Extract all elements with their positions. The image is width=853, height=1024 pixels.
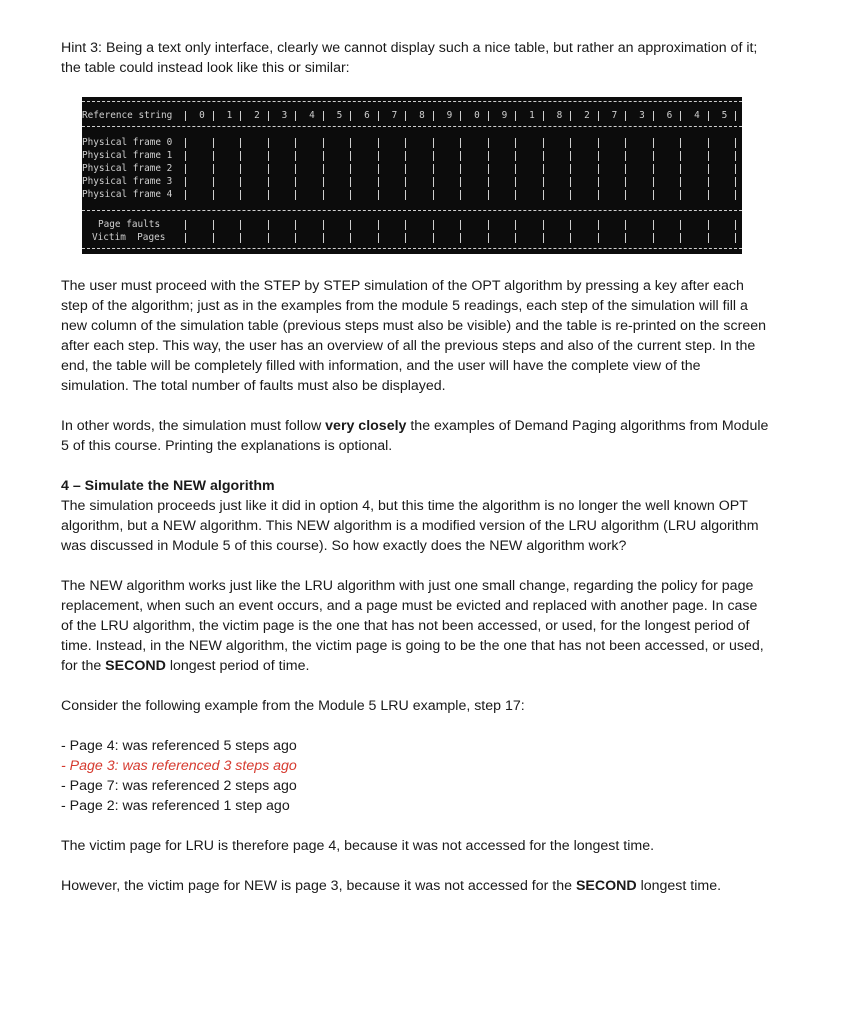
console-column-separator bbox=[515, 190, 516, 200]
victim-new-paragraph bbox=[61, 876, 771, 896]
reference-value: 1 bbox=[226, 110, 233, 121]
console-column-separator bbox=[488, 151, 489, 161]
console-column-separator bbox=[185, 233, 186, 243]
console-column-separator bbox=[488, 177, 489, 187]
console-column-separator bbox=[350, 233, 351, 243]
console-column-separator bbox=[570, 220, 571, 230]
console-column-separator bbox=[323, 164, 324, 174]
console-column-separator bbox=[515, 151, 516, 161]
console-column-separator bbox=[680, 233, 681, 243]
console-column-separator bbox=[488, 220, 489, 230]
console-column-separator bbox=[598, 164, 599, 174]
console-column-separator bbox=[735, 233, 736, 243]
console-column-separator bbox=[598, 220, 599, 230]
console-column-separator bbox=[460, 138, 461, 148]
console-column-separator bbox=[543, 177, 544, 187]
reference-value: 9 bbox=[446, 110, 453, 121]
console-divider bbox=[82, 126, 742, 127]
console-column-separator bbox=[433, 233, 434, 243]
console-column-separator bbox=[213, 190, 214, 200]
console-column-separator bbox=[543, 190, 544, 200]
frame-label-0: Physical frame 0 bbox=[82, 137, 173, 148]
console-column-separator bbox=[185, 138, 186, 148]
console-column-separator bbox=[405, 138, 406, 148]
console-column-separator bbox=[680, 190, 681, 200]
console-divider bbox=[82, 248, 742, 249]
console-column-separator bbox=[405, 190, 406, 200]
console-column-separator bbox=[295, 164, 296, 174]
console-column-separator bbox=[268, 220, 269, 230]
console-column-separator bbox=[708, 164, 709, 174]
text-run: In other words, the simulation must follow bbox=[61, 418, 326, 434]
console-column-separator bbox=[323, 233, 324, 243]
console-column-separator bbox=[378, 233, 379, 243]
console-column-separator bbox=[625, 151, 626, 161]
console-divider bbox=[82, 210, 742, 211]
list-item: - Page 7: was referenced 2 steps ago bbox=[61, 778, 297, 794]
console-column-separator bbox=[543, 220, 544, 230]
document-body bbox=[61, 276, 771, 916]
emphasis-text: very closely bbox=[325, 418, 407, 434]
console-column-separator bbox=[708, 220, 709, 230]
console-column-separator bbox=[405, 151, 406, 161]
console-column-separator bbox=[268, 138, 269, 148]
console-column-separator bbox=[488, 233, 489, 243]
section-paragraph: The simulation proceeds just like it did in option 4, but this time the algorithm is no longer the well known OPT algorithm, but a NEW algorithm. This NEW algorithm is a modified version of the LRU algorithm (LRU algorithm was discussed in Module 5 of this course). So how exactly does the NEW algorithm work? bbox=[61, 498, 759, 554]
console-column-separator bbox=[295, 138, 296, 148]
reference-value: 7 bbox=[391, 110, 398, 121]
console-column-separator bbox=[708, 177, 709, 187]
console-column-separator bbox=[543, 164, 544, 174]
reference-value: 4 bbox=[309, 110, 315, 121]
console-column-separator bbox=[240, 164, 241, 174]
console-column-separator bbox=[433, 164, 434, 174]
console-column-separator bbox=[460, 177, 461, 187]
victim-lru-paragraph: The victim page for LRU is therefore page 4, because it was not accessed for the longest time. bbox=[61, 838, 655, 854]
console-column-separator bbox=[213, 164, 214, 174]
reference-value: 6 bbox=[364, 110, 370, 121]
console-column-separator bbox=[433, 138, 434, 148]
text-run: longest period of time. bbox=[165, 658, 310, 674]
console-column-separator bbox=[570, 233, 571, 243]
console-column-separator bbox=[680, 177, 681, 187]
console-column-separator bbox=[460, 190, 461, 200]
console-column-separator bbox=[708, 138, 709, 148]
console-column-separator bbox=[735, 164, 736, 174]
console-column-separator bbox=[515, 233, 516, 243]
console-column-separator bbox=[488, 138, 489, 148]
console-divider bbox=[82, 101, 742, 102]
reference-value: 3 bbox=[639, 110, 645, 121]
console-column-separator bbox=[735, 177, 736, 187]
console-column-separator bbox=[350, 151, 351, 161]
hint-text: Hint 3: Being a text only interface, clearly we cannot display such a nice table, but rather an approximation of it; the table could instead look like this or similar: bbox=[61, 40, 758, 76]
console-column-separator bbox=[515, 220, 516, 230]
console-column-separator bbox=[185, 111, 186, 121]
console-column-separator bbox=[460, 220, 461, 230]
console-column-separator bbox=[653, 177, 654, 187]
console-column-separator bbox=[185, 164, 186, 174]
reference-list bbox=[61, 736, 771, 816]
console-column-separator bbox=[240, 177, 241, 187]
console-column-separator bbox=[653, 190, 654, 200]
console-column-separator bbox=[213, 151, 214, 161]
reference-value: 5 bbox=[336, 110, 343, 121]
console-column-separator bbox=[378, 138, 379, 148]
console-column-separator bbox=[295, 151, 296, 161]
text-run: the examples of Demand Paging algorithms from Module 5 of this course. Printing the explanations is optional. bbox=[61, 418, 769, 454]
console-column-separator bbox=[378, 220, 379, 230]
console-column-separator bbox=[268, 151, 269, 161]
console-column-separator bbox=[488, 190, 489, 200]
hint-paragraph bbox=[61, 38, 771, 78]
console-column-separator bbox=[708, 233, 709, 243]
console-column-separator bbox=[460, 164, 461, 174]
console-column-separator bbox=[323, 138, 324, 148]
console-column-separator bbox=[378, 190, 379, 200]
console-column-separator bbox=[708, 190, 709, 200]
console-column-separator bbox=[240, 151, 241, 161]
reference-value: 8 bbox=[556, 110, 563, 121]
reference-value: 0 bbox=[199, 110, 205, 121]
console-table-screenshot bbox=[82, 97, 742, 254]
console-column-separator bbox=[680, 164, 681, 174]
console-column-separator bbox=[735, 190, 736, 200]
consider-paragraph: Consider the following example from the Module 5 LRU example, step 17: bbox=[61, 698, 525, 714]
console-column-separator bbox=[625, 190, 626, 200]
console-column-separator bbox=[185, 177, 186, 187]
console-column-separator bbox=[598, 233, 599, 243]
console-column-separator bbox=[625, 164, 626, 174]
console-column-separator bbox=[240, 220, 241, 230]
console-column-separator bbox=[543, 151, 544, 161]
console-column-separator bbox=[185, 151, 186, 161]
console-column-separator bbox=[598, 190, 599, 200]
reference-value: 1 bbox=[529, 110, 535, 121]
text-run: However, the victim page for NEW is page 3, because it was not accessed for the bbox=[61, 878, 576, 894]
console-column-separator bbox=[378, 151, 379, 161]
list-item: - Page 2: was referenced 1 step ago bbox=[61, 798, 290, 814]
console-column-separator bbox=[598, 138, 599, 148]
console-column-separator bbox=[543, 138, 544, 148]
console-column-separator bbox=[460, 151, 461, 161]
console-column-separator bbox=[295, 177, 296, 187]
text-run: The NEW algorithm works just like the LRU algorithm with just one small change, regarding the policy for page replacement, when such an event occurs, and a page must be evicted and replaced with another page. In case of the LRU algorithm, the victim page is the one that has not been accessed, or used, for the longest period of time. Instead, in the NEW algorithm, the victim page is going to be the one that has not been accessed, or used, for the bbox=[61, 578, 764, 674]
console-column-separator bbox=[708, 151, 709, 161]
console-column-separator bbox=[598, 151, 599, 161]
console-column-separator bbox=[433, 190, 434, 200]
console-column-separator bbox=[598, 177, 599, 187]
reference-value: 3 bbox=[281, 110, 288, 121]
console-column-separator bbox=[323, 151, 324, 161]
new-algorithm-paragraph bbox=[61, 576, 771, 676]
console-column-separator bbox=[735, 220, 736, 230]
console-column-separator bbox=[433, 177, 434, 187]
console-column-separator bbox=[653, 138, 654, 148]
console-column-separator bbox=[625, 138, 626, 148]
console-column-separator bbox=[515, 138, 516, 148]
console-column-separator bbox=[570, 151, 571, 161]
console-column-separator bbox=[625, 220, 626, 230]
frame-label-2: Physical frame 2 bbox=[82, 163, 173, 174]
console-column-separator bbox=[515, 164, 516, 174]
console-column-separator bbox=[543, 233, 544, 243]
console-column-separator bbox=[625, 233, 626, 243]
console-column-separator bbox=[295, 233, 296, 243]
console-column-separator bbox=[268, 164, 269, 174]
console-column-separator bbox=[240, 233, 241, 243]
console-column-separator bbox=[735, 138, 736, 148]
other-words-paragraph bbox=[61, 416, 771, 456]
console-column-separator bbox=[378, 164, 379, 174]
console-column-separator bbox=[378, 177, 379, 187]
console-column-separator bbox=[433, 151, 434, 161]
console-column-separator bbox=[213, 220, 214, 230]
console-column-separator bbox=[570, 177, 571, 187]
console-column-separator bbox=[515, 177, 516, 187]
console-column-separator bbox=[350, 220, 351, 230]
list-item: - Page 4: was referenced 5 steps ago bbox=[61, 738, 297, 754]
console-column-separator bbox=[295, 190, 296, 200]
section-heading: 4 – Simulate the NEW algorithm bbox=[61, 478, 275, 494]
console-column-separator bbox=[488, 164, 489, 174]
frame-label-4: Physical frame 4 bbox=[82, 189, 173, 200]
reference-value: 2 bbox=[584, 110, 590, 121]
console-column-separator bbox=[240, 138, 241, 148]
console-column-separator bbox=[240, 190, 241, 200]
console-column-separator bbox=[405, 164, 406, 174]
console-column-separator bbox=[570, 138, 571, 148]
page-faults-label: Page faults bbox=[98, 219, 161, 230]
console-column-separator bbox=[350, 164, 351, 174]
text-run: longest time. bbox=[636, 878, 722, 894]
console-column-separator bbox=[323, 190, 324, 200]
console-column-separator bbox=[653, 233, 654, 243]
console-column-separator bbox=[653, 220, 654, 230]
console-column-separator bbox=[680, 220, 681, 230]
console-column-separator bbox=[268, 177, 269, 187]
reference-value: 5 bbox=[721, 110, 728, 121]
console-column-separator bbox=[653, 164, 654, 174]
frame-label-1: Physical frame 1 bbox=[82, 150, 173, 161]
console-column-separator bbox=[405, 220, 406, 230]
console-column-separator bbox=[350, 177, 351, 187]
console-column-separator bbox=[570, 164, 571, 174]
console-column-separator bbox=[213, 233, 214, 243]
console-column-separator bbox=[295, 220, 296, 230]
console-column-separator bbox=[350, 138, 351, 148]
console-column-separator bbox=[735, 151, 736, 161]
frame-label-3: Physical frame 3 bbox=[82, 176, 173, 187]
reference-value: 0 bbox=[474, 110, 480, 121]
reference-string-label: Reference string bbox=[82, 110, 173, 121]
reference-value: 7 bbox=[611, 110, 618, 121]
console-column-separator bbox=[213, 177, 214, 187]
reference-value: 8 bbox=[419, 110, 425, 121]
step-simulation-paragraph: The user must proceed with the STEP by STEP simulation of the OPT algorithm by pressing a key after each step of the algorithm; just as in the examples from the module 5 readings, each step of the simulation will fill a new column of the simulation table (previous steps must also be visible) and the table is re-printed on the screen after each step. This way, the user has an overview of all the previous steps and also of the current step. In the end, the table will be completely filled with information, and the user will have the complete view of the simulation. The total number of faults must also be displayed. bbox=[61, 278, 767, 394]
console-column-separator bbox=[323, 220, 324, 230]
reference-value: 4 bbox=[694, 110, 700, 121]
emphasis-text: SECOND bbox=[105, 658, 166, 674]
victim-pages-label: Victim Pages bbox=[92, 232, 166, 243]
reference-value: 2 bbox=[254, 110, 260, 121]
console-column-separator bbox=[405, 177, 406, 187]
console-column-separator bbox=[323, 177, 324, 187]
console-column-separator bbox=[350, 190, 351, 200]
console-column-separator bbox=[653, 151, 654, 161]
console-column-separator bbox=[268, 233, 269, 243]
reference-value: 6 bbox=[666, 110, 673, 121]
console-column-separator bbox=[460, 233, 461, 243]
console-column-separator bbox=[625, 177, 626, 187]
console-column-separator bbox=[433, 220, 434, 230]
console-column-separator bbox=[680, 138, 681, 148]
console-column-separator bbox=[213, 138, 214, 148]
console-column-separator bbox=[185, 220, 186, 230]
list-item-highlighted: - Page 3: was referenced 3 steps ago bbox=[61, 758, 297, 774]
console-column-separator bbox=[680, 151, 681, 161]
console-column-separator bbox=[268, 190, 269, 200]
emphasis-text: SECOND bbox=[575, 878, 637, 894]
console-column-separator bbox=[405, 233, 406, 243]
console-column-separator bbox=[570, 190, 571, 200]
reference-value: 9 bbox=[501, 110, 508, 121]
console-column-separator bbox=[185, 190, 186, 200]
